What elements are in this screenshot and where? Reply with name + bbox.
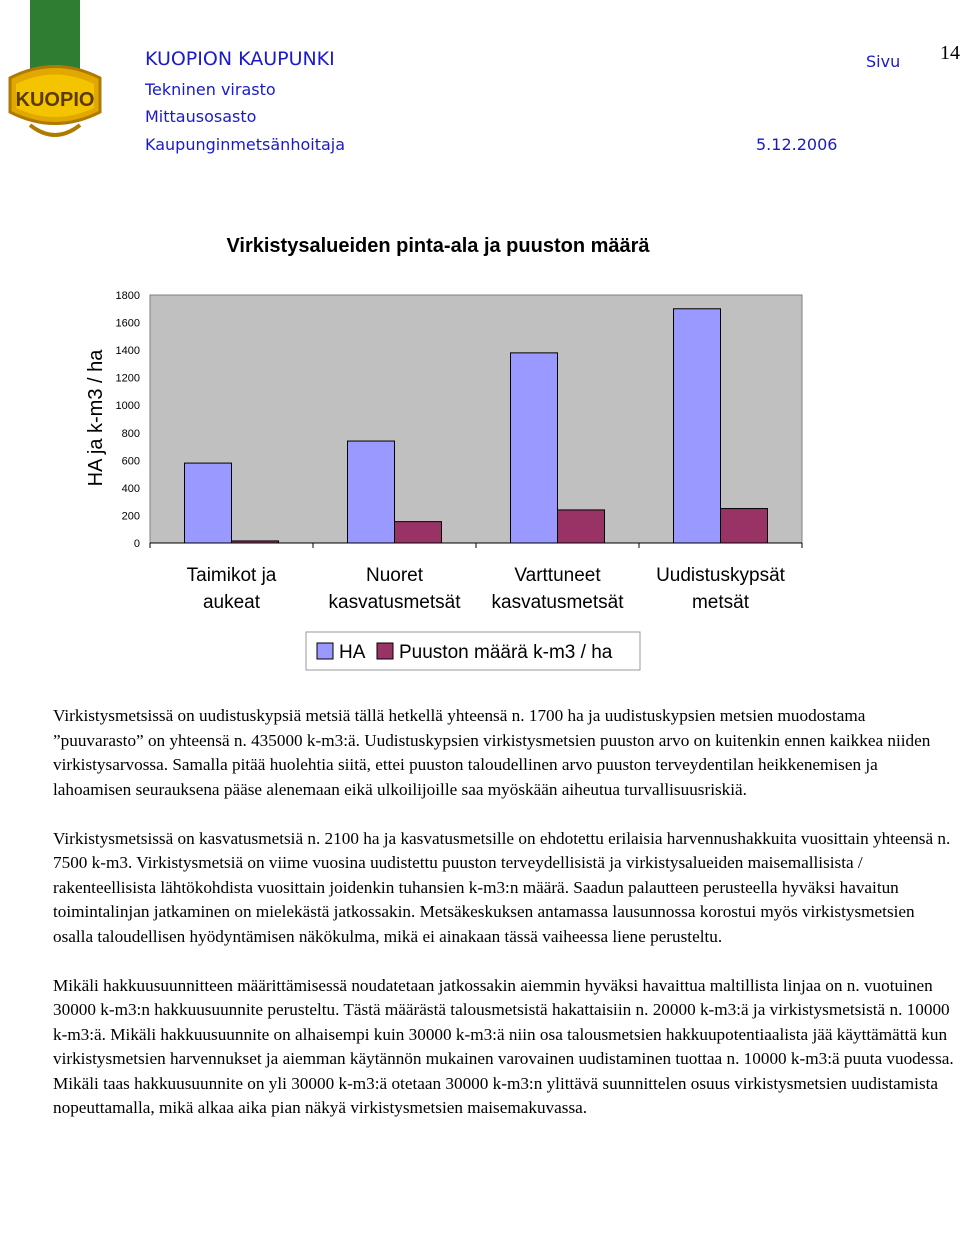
x-category-label: Uudistuskypsät xyxy=(656,565,785,586)
organization-name: KUOPION KAUPUNKI xyxy=(145,48,335,70)
chart-legend xyxy=(306,632,640,670)
y-tick-label: 1000 xyxy=(115,400,140,413)
x-category-label: Varttuneet xyxy=(514,565,601,586)
bar-ha xyxy=(185,463,232,543)
bar-volume xyxy=(395,522,442,543)
y-tick-label: 1400 xyxy=(115,345,140,358)
legend-label-volume: Puuston määrä k-m3 / ha xyxy=(399,642,613,663)
chart-title: Virkistysalueiden pinta-ala ja puuston määrä xyxy=(226,235,650,257)
paragraph-3: Mikäli hakkuusuunnitteen määrittämisessä noudatetaan jatkossakin aiemmin hyväksi havaittua maltillista linjaa on n. vuotuinen 30000 k-m3:n hakkuusuunnite perusteltu. Tästä määrästä talousmetsistä hakattaisiin n. 20000 k-m3:ä ja virkistysmetsistä n. 10000 k-m3:ä. Mikäli hakkuusuunnite on alhaisempi kuin 30000 k-m3:ä niin osa talousmetsien hakkuupotentiaalista jää käyttämättä kun virkistysmetsien harvennukset ja aiemman käytännön mukainen varovainen uudistaminen tuottaa n. 10000 k-m3:ä puuta vuodessa. Mikäli taas hakkuusuunnite on yli 30000 k-m3:ä otetaan 30000 k-m3:n ylittävä suunnittelen osuus virkistysmetsien uudistamista nopeuttamalla, mikä alkaa aika pian näkyä virkistysmetsien maisemakuvassa. xyxy=(53,975,954,1117)
bar-chart xyxy=(0,220,960,680)
bar-ha xyxy=(511,353,558,543)
x-category-label: kasvatusmetsät xyxy=(491,592,624,613)
office-name: Kaupunginmetsänhoitaja xyxy=(145,135,346,154)
y-tick-label: 800 xyxy=(121,427,140,440)
x-category-label: Nuoret xyxy=(365,565,424,586)
y-tick-label: 1800 xyxy=(115,290,140,302)
bar-volume xyxy=(232,541,279,543)
page-number: 14 xyxy=(940,42,960,64)
legend-swatch-ha xyxy=(317,643,333,659)
y-tick-label: 1600 xyxy=(115,317,140,330)
x-category-label: kasvatusmetsät xyxy=(328,592,461,613)
page-label: Sivu xyxy=(866,52,901,71)
y-tick-label: 0 xyxy=(133,538,140,550)
bar-volume xyxy=(558,510,605,543)
x-category-label: aukeat xyxy=(202,592,261,613)
y-tick-label: 400 xyxy=(121,482,140,495)
paragraph-2: Virkistysmetsissä on kasvatusmetsiä n. 2100 ha ja kasvatusmetsille on ehdotettu erilaisia harvennushakkuita vuosittain yhteensä n. 7500 k-m3. Virkistysmetsiä on viime vuosina uudistettu puuston terveydellisistä ja virkistysalueiden maisemallisista / rakenteellisista lähtökohdista vuosittain joidenkin tuhansien k-m3:n määrä. Saadun palautteen perusteella hyväksi havaitun toimintalinjan jatkaminen on mielekästä jatkossakin. Metsäkeskuksen antamassa lausunnossa korostui myös virkistysmetsien osalla taloudellisen hyödyntämisen näkökulma, mikä ei ainakaan tässä vaiheessa liene perusteltu. xyxy=(53,828,951,946)
logo-text: KUOPIO xyxy=(15,89,95,111)
document-date: 5.12.2006 xyxy=(756,135,838,154)
plot-area xyxy=(116,290,802,613)
legend-swatch-volume xyxy=(377,643,393,659)
kuopio-logo xyxy=(0,0,110,150)
chart-y-axis-label: HA ja k-m3 / ha xyxy=(85,349,107,487)
paragraph-1: Virkistysmetsissä on uudistuskypsiä metsiä tällä hetkellä yhteensä n. 1700 ha ja uudistuskypsien metsien muodostama ”puuvarasto” on yhteensä n. 435000 k-m3:ä. Uudistuskypsien virkistysmetsien puuston arvo on kuitenkin ennen kaikkea niiden virkistysarvossa. Samalla pitää huolehtia siitä, ettei puuston taloudellinen arvo puuston terveydentilan heikkenemisen ja lahoamisen seurauksena pääse alenemaan eikä ulkoilijoille saa myöskään aiheutua turvallisuusriskiä. xyxy=(53,706,931,799)
bar-ha xyxy=(348,441,395,543)
x-category-label: metsät xyxy=(691,592,750,613)
body-text xyxy=(53,704,958,1145)
y-tick-label: 1200 xyxy=(115,372,140,385)
y-tick-label: 600 xyxy=(121,455,140,468)
legend-label-ha: HA xyxy=(339,642,366,663)
bar-volume xyxy=(721,509,768,543)
bar-ha xyxy=(674,309,721,543)
subdepartment-name: Mittausosasto xyxy=(145,107,257,126)
department-name: Tekninen virasto xyxy=(145,80,276,99)
x-category-label: Taimikot ja xyxy=(186,565,277,586)
y-tick-label: 200 xyxy=(121,510,140,523)
